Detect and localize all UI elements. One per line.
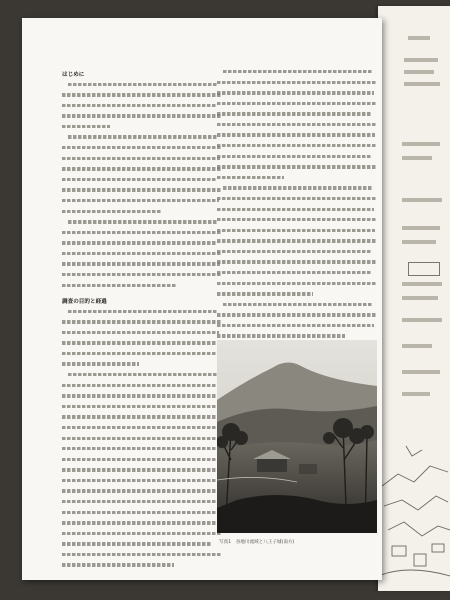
facing-page	[378, 6, 450, 591]
purpose-paragraph	[62, 310, 222, 567]
right-paragraph-1	[217, 70, 377, 338]
book-page	[22, 18, 382, 580]
intro-paragraph	[62, 83, 222, 287]
right-text-column	[217, 70, 377, 348]
section-heading-intro: はじめに	[62, 72, 85, 78]
section-heading-purpose: 調査の目的と経過	[62, 298, 107, 305]
site-photograph	[217, 340, 377, 533]
site-map-fragment	[378, 426, 450, 591]
photo-caption: 写真1 谷地川流域と八王子城(南方)	[219, 540, 295, 545]
left-text-column	[62, 70, 222, 577]
